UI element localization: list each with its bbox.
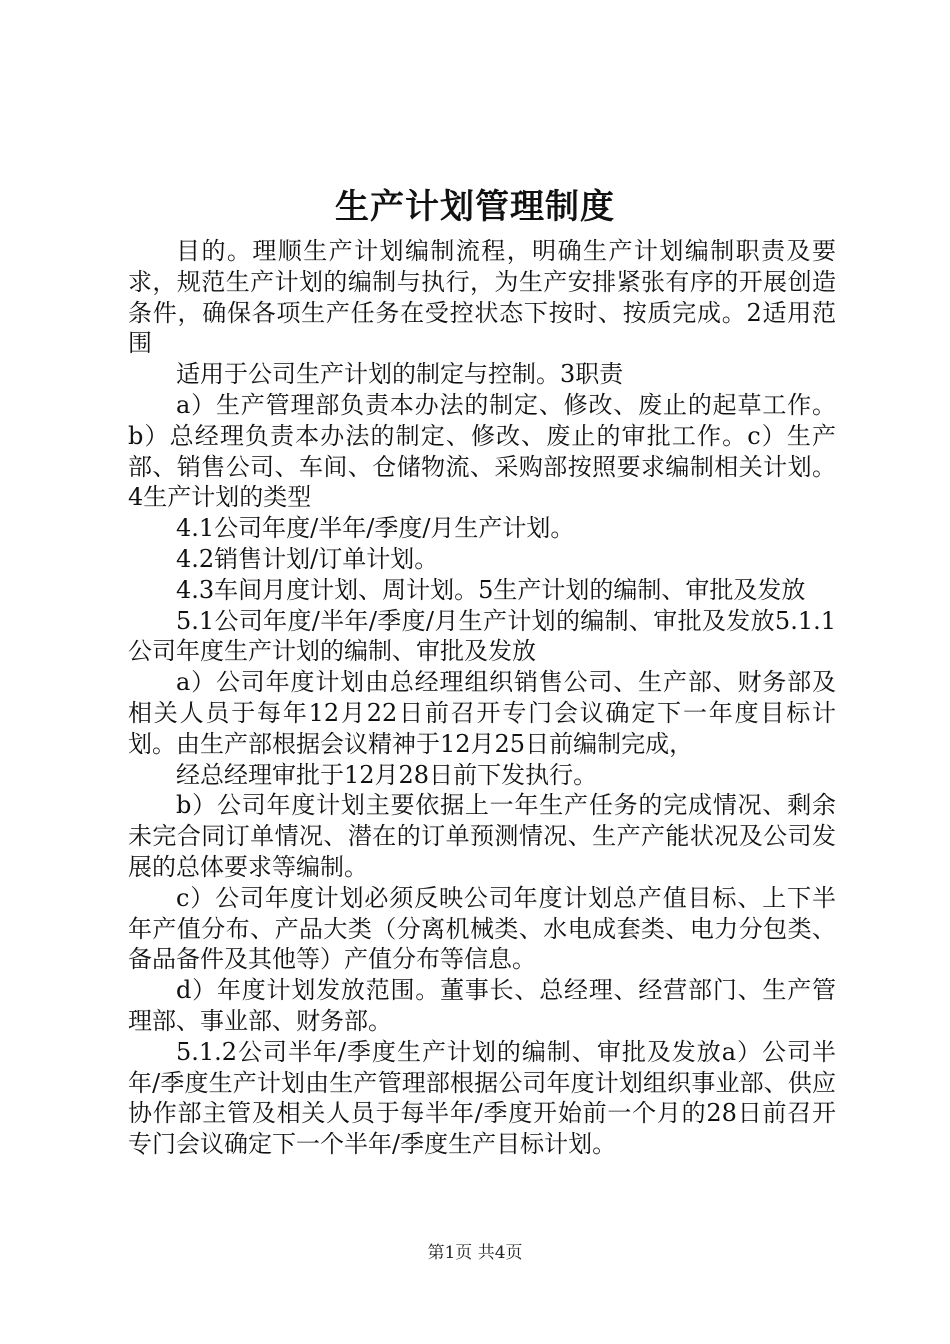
document-title: 生产计划管理制度 <box>335 187 615 227</box>
body-paragraph: d）年度计划发放范围。董事长、总经理、经营部门、生产管理部、事业部、财务部。 <box>128 976 836 1035</box>
body-paragraph: 目的。理顺生产计划编制流程，明确生产计划编制职责及要求，规范生产计划的编制与执行，为生产安排紧张有序的开展创造条件，确保各项生产任务在受控状态下按时、按质完成。2适用范围 <box>128 237 836 358</box>
document-body <box>128 236 836 1160</box>
body-paragraph: 适用于公司生产计划的制定与控制。3职责 <box>176 360 624 389</box>
body-paragraph: 4.3车间月度计划、周计划。5生产计划的编制、审批及发放 <box>176 575 806 604</box>
body-paragraph: 5.1公司年度/半年/季度/月生产计划的编制、审批及发放5.1.1公司年度生产计划的编制、审批及发放 <box>128 606 836 666</box>
page-indicator: 第1页 共4页 <box>427 1243 523 1263</box>
body-paragraph: 4.2销售计划/订单计划。 <box>176 544 439 573</box>
body-paragraph: a）生产管理部负责本办法的制定、修改、废止的起草工作。b）总经理负责本办法的制定、修改、废止的审批工作。c）生产部、销售公司、车间、仓储物流、采购部按照要求编制相关计划。4生产计划的类型 <box>128 390 836 512</box>
body-paragraph: 4.1公司年度/半年/季度/月生产计划。 <box>176 514 575 543</box>
body-paragraph: 经总经理审批于12月28日前下发执行。 <box>176 760 598 789</box>
body-paragraph: b）公司年度计划主要依据上一年生产任务的完成情况、剩余未完合同订单情况、潜在的订单预测情况、生产产能状况及公司发展的总体要求等编制。 <box>128 791 836 881</box>
body-paragraph: a）公司年度计划由总经理组织销售公司、生产部、财务部及相关人员于每年12月22日前召开专门会议确定下一年度目标计划。由生产部根据会议精神于12月25日前编制完成， <box>128 668 836 758</box>
body-paragraph: c）公司年度计划必须反映公司年度计划总产值目标、上下半年产值分布、产品大类（分离机械类、水电成套类、电力分包类、备品备件及其他等）产值分布等信息。 <box>128 883 836 974</box>
body-paragraph: 5.1.2公司半年/季度生产计划的编制、审批及发放a）公司半年/季度生产计划由生产管理部根据公司年度计划组织事业部、供应协作部主管及相关人员于每半年/季度开始前一个月的28日前召开专门会议确定下一个半年/季度生产目标计划。 <box>128 1037 836 1159</box>
